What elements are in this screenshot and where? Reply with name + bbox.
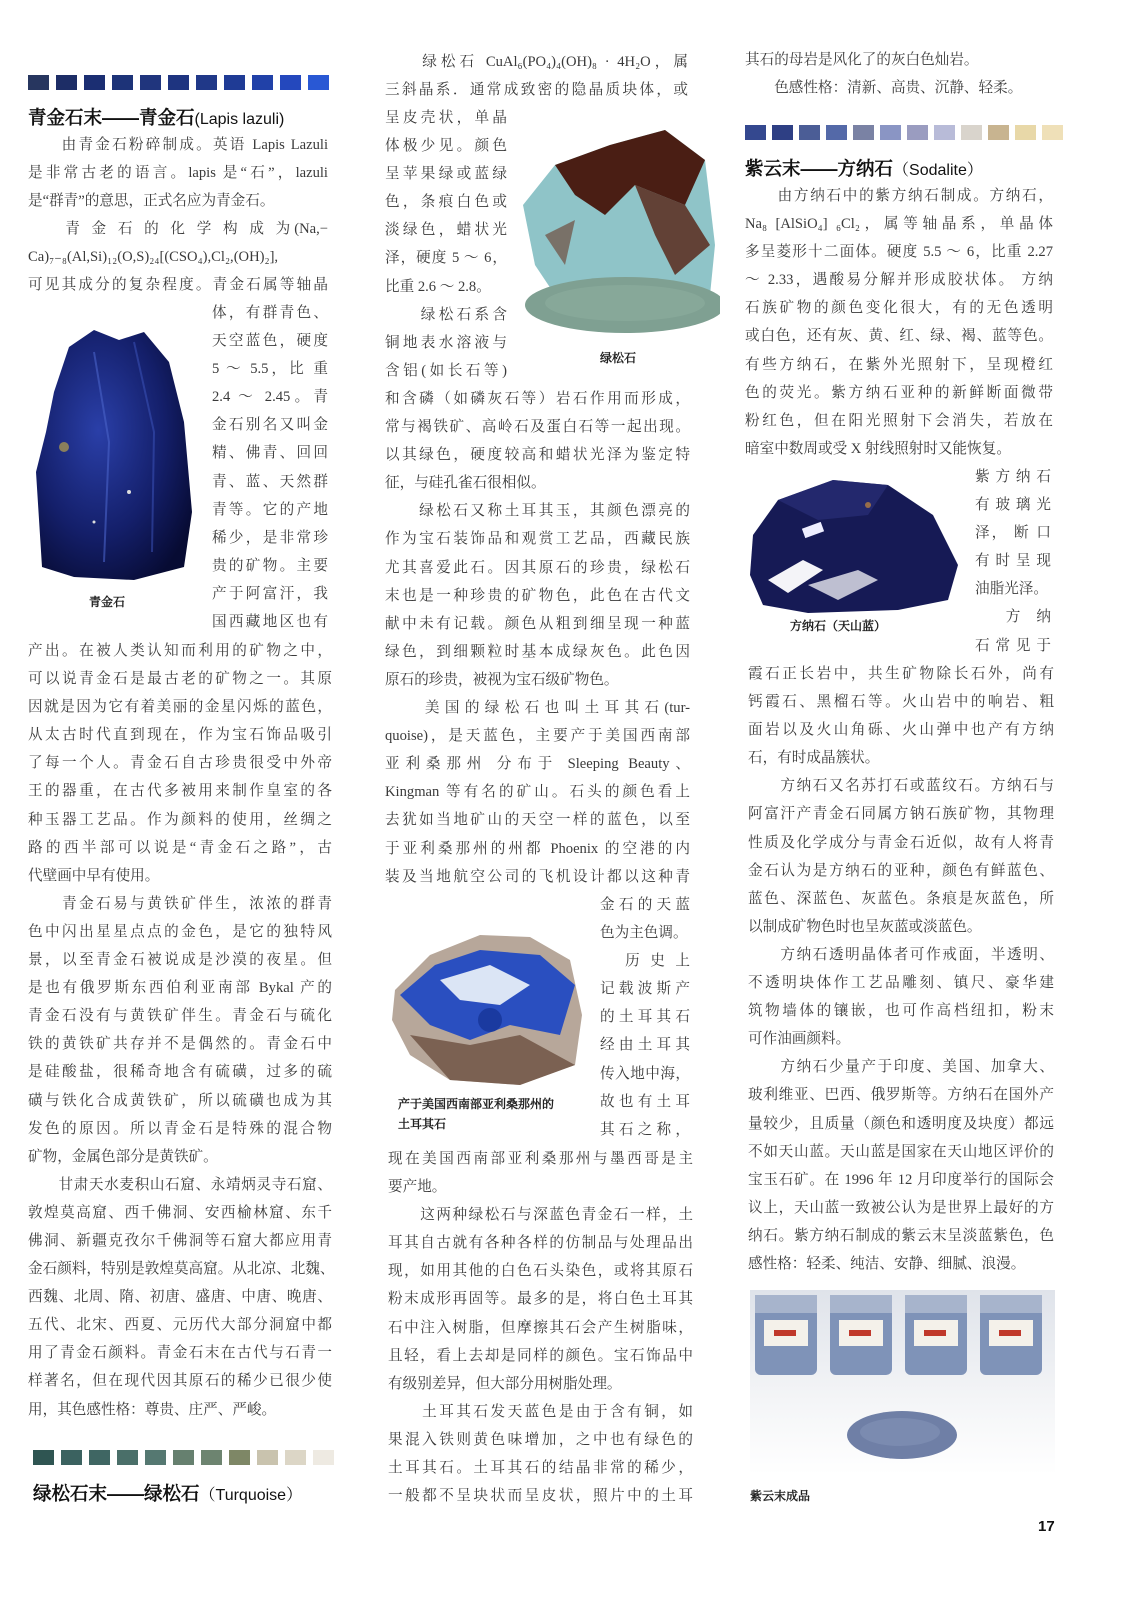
text-line: 征，与硅孔雀石很相似。	[385, 475, 546, 492]
text-line: 石常见于	[975, 637, 1051, 654]
paragraph-block	[388, 1145, 693, 1510]
text-line: 淡绿色，蜡状光	[385, 222, 507, 239]
text-line: 的土耳其石	[600, 1009, 690, 1026]
text-line: 其石的母岩是风化了的灰白色灿岩。	[745, 52, 979, 68]
text-line: 西魏、北周、隋、初唐、盛唐、中唐、晚唐、	[28, 1289, 332, 1306]
text-line: 装及当地航空公司的飞机设计都以这种青	[385, 868, 690, 885]
text-line: 色的荧光。紫方纳石亚种的新鲜断面微带	[745, 384, 1053, 401]
text-line: 金石的天蓝	[600, 897, 690, 913]
sodalite-photo	[748, 475, 963, 615]
text-line: 方纳石少量产于印度、美国、加拿大、	[748, 1059, 1054, 1076]
text-line: 青等。它的产地	[212, 501, 328, 518]
color-swatch	[117, 1450, 138, 1465]
text-line: 用了青金石颜料。青金石末在古代与石青一	[28, 1345, 332, 1362]
color-swatch	[853, 125, 874, 140]
text-line: 以制成矿物色时也呈灰蓝或淡蓝色。	[748, 918, 982, 935]
text-line: 样著名，但在现代因其原石的稀少已很少使	[28, 1373, 332, 1390]
color-swatch	[988, 125, 1009, 140]
text-line: 历 史 上	[600, 953, 690, 970]
paragraph-block	[975, 463, 1051, 660]
text-line: 体极少见。颜色	[385, 138, 507, 155]
text-line: 由青金石粉碎制成。英语 Lapis Lazuli	[28, 137, 328, 153]
color-swatch	[880, 125, 901, 140]
text-line: Na₈ [AlSiO₄] ₆Cl₂，属等轴晶系，单晶体	[745, 216, 1053, 233]
text-line: 是硅酸盐，很稀奇地含有硫磺，过多的硫	[28, 1064, 332, 1081]
section-title-lapis	[28, 104, 284, 130]
color-swatch-bar-sodalite	[745, 125, 1063, 140]
text-line: 粉红色，但在阳光照射下会消失，若放在	[745, 412, 1053, 429]
color-swatch-bar-lapis	[28, 75, 329, 90]
text-line: 去犹如当地矿山的天空一样的蓝色，以至	[385, 812, 690, 829]
text-line: 亚利桑那州 分布于 Sleeping Beauty、	[385, 756, 690, 773]
paragraph-block	[212, 299, 328, 636]
text-line: 于亚利桑那州的州都 Phoenix 的空港的内	[385, 840, 690, 857]
color-swatch	[313, 1450, 334, 1465]
text-line: 方纳石又名苏打石或蓝纹石。方纳石与	[748, 778, 1054, 795]
text-line: 蓝色、深蓝色、灰蓝色。条痕是灰蓝色，所	[748, 890, 1054, 907]
paragraph-block	[600, 891, 690, 1144]
text-line: 故也有土耳	[600, 1093, 690, 1110]
text-line: 土耳其石发天蓝色是由于含有铜，如	[388, 1403, 693, 1420]
color-swatch	[145, 1450, 166, 1465]
color-swatch	[934, 125, 955, 140]
color-swatch	[61, 1450, 82, 1465]
text-line: 常与褐铁矿、高岭石及蛋白石等一起出现。	[385, 419, 690, 436]
text-line: 种玉器工艺品。作为颜料的使用，丝绸之	[28, 811, 332, 828]
text-line: 可作油画颜料。	[748, 1031, 851, 1048]
text-line: 三斜晶系．通常成致密的隐晶质块体，或	[385, 82, 688, 99]
text-line: 青金石没有与黄铁矿伴生。青金石与硫化	[28, 1008, 332, 1025]
text-line: 筑物墙体的镶嵌，也可作高档纽扣，粉末	[748, 1003, 1054, 1020]
text-line: 霞石正长岩中，共生矿物除长石外，尚有	[748, 666, 1054, 682]
text-line: 献中未有记载。颜色从粗到细呈现一种蓝	[385, 615, 690, 632]
text-line: 要产地。	[388, 1179, 447, 1196]
text-line: 矿物，金属色部分是黄铁矿。	[28, 1148, 218, 1165]
image-caption: 绿松石	[600, 351, 637, 365]
color-swatch	[89, 1450, 110, 1465]
arizona-turquoise-photo	[390, 925, 585, 1090]
text-line: 青 金 石 的 化 学 构 成 为(Na,−	[28, 221, 328, 238]
color-swatch	[229, 1450, 250, 1465]
text-line: 绿松石 CuAl₆(PO₄)₄(OH)₈ · 4H₂O，属	[385, 54, 688, 70]
text-line: 青、蓝、天然群	[212, 473, 328, 490]
title-zh: 青金石末——青金石	[28, 107, 195, 128]
text-line: 现，如用其他的白色石头染色，或将其原石	[388, 1263, 693, 1280]
image-caption: 方纳石（天山蓝）	[790, 619, 887, 633]
text-line: 暗室中数周或受 X 射线照射时又能恢复。	[745, 440, 1011, 457]
caption-line: 产于美国西南部亚利桑那州的	[398, 1097, 555, 1111]
text-line: 色为主色调。	[600, 925, 688, 942]
text-line: 金石认为是方纳石的亚种，颜色有鲜蓝色、	[748, 862, 1054, 879]
text-line: 代壁画中早有使用。	[28, 867, 160, 884]
text-line: 用，其色感性格：尊贵、庄严、严峻。	[28, 1401, 277, 1418]
text-line: 记载波斯产	[600, 981, 690, 998]
color-swatch	[168, 75, 189, 90]
text-line: 是“群青”的意思，正式名应为青金石。	[28, 193, 275, 210]
text-line: 稀少，是非常珍	[212, 529, 328, 546]
text-line: 有时呈现	[975, 553, 1051, 570]
image-caption: 青金石	[89, 595, 126, 609]
paragraph-block	[385, 48, 688, 104]
text-line: 铁的黄铁矿共存并不是偶然的。青金石中	[28, 1036, 332, 1053]
text-line: 可见其成分的复杂程度。青金石属等轴晶	[28, 277, 328, 294]
text-line: 2.4 ～ 2.45。青	[212, 389, 328, 406]
text-line: 景，以至青金石被说成是沙漠的夜星。但	[28, 952, 332, 969]
text-line: 阿富汗产青金石同属方钠石族矿物，其物理	[748, 806, 1054, 823]
text-line: 有玻璃光	[975, 497, 1051, 514]
text-line: 由方纳石中的紫方纳石制成。方纳石，	[745, 188, 1053, 204]
image-caption	[398, 1094, 554, 1134]
text-line: 天空蓝色，硬度	[212, 333, 328, 350]
text-line: 精、佛青、回回	[212, 445, 328, 462]
text-line: 贵的矿物。主要	[212, 557, 328, 574]
text-line: 一般都不呈块状而呈皮状，照片中的土耳	[388, 1488, 693, 1505]
text-line: 是非常古老的语言。lapis 是“石”，lazuli	[28, 165, 328, 182]
text-line: 石中注入树脂，但摩擦其石会产生树脂味，	[388, 1319, 693, 1336]
color-swatch	[252, 75, 273, 90]
color-swatch-bar-turquoise	[33, 1450, 334, 1465]
color-swatch	[33, 1450, 54, 1465]
text-line: ～ 2.33，遇酸易分解并形成胶状体。 方纳	[745, 272, 1053, 289]
text-line: 产于阿富汗，我	[212, 585, 328, 602]
text-line: Ca)₇₋₈(Al,Si)₁₂(O,S)₂₄[(CSO₄),Cl₂,(OH)₂],	[28, 249, 279, 266]
color-swatch	[28, 75, 49, 90]
color-swatch	[745, 125, 766, 140]
text-line: 不透明块体作工艺品雕刻、镇尺、豪华建	[748, 975, 1054, 992]
text-line: 感性格：轻柔、纯洁、安静、细腻、浪漫。	[748, 1255, 1026, 1272]
text-line: 了每一个人。青金石自古珍贵很受中外帝	[28, 755, 332, 772]
text-line: 以其绿色，硬度较高和蜡状光泽为鉴定特	[385, 447, 690, 464]
paragraph-block	[385, 385, 690, 891]
text-line: 果混入铁则黄色味增加，之中也有绿色的	[388, 1431, 693, 1448]
text-line: 或白色，还有灰、黄、红、绿、褐、蓝等色。	[745, 328, 1053, 345]
text-line: 是也有俄罗斯东西伯利亚南部 Bykal 产的	[28, 980, 332, 997]
text-line: 钙霞石、黑榴石等。火山岩中的响岩、粗	[748, 694, 1054, 711]
text-line: 产出。在被人类认知而利用的矿物之中，	[28, 643, 332, 659]
caption-line: 土耳其石	[398, 1117, 447, 1131]
page-number: 17	[1038, 1518, 1055, 1535]
text-line: 国西藏地区也有	[212, 614, 328, 631]
text-line: 王的器重，在古代多被用来制作皇室的各	[28, 783, 332, 800]
text-line: 含铝(如长石等)	[385, 362, 507, 379]
text-line: 传入地中海，	[600, 1065, 690, 1082]
text-line: 末也是一种珍贵的矿物色，此色在古代文	[385, 587, 690, 604]
text-line: 色中闪出星星点点的金色，是它的独特风	[28, 923, 332, 940]
text-line: 发色的原因。所以青金石是特殊的混合物	[28, 1120, 332, 1137]
color-swatch	[799, 125, 820, 140]
text-line: 原石的珍贵，被视为宝石级矿物色。	[385, 671, 619, 688]
text-line: 宝玉石矿。在 1996 年 12 月印度举行的国际会	[748, 1171, 1054, 1188]
paragraph-block	[28, 637, 335, 1424]
text-line: quoise)，是天蓝色，主要产于美国西南部	[385, 728, 690, 745]
text-line: 石族矿物的颜色变化很大，有的无色透明	[745, 300, 1053, 317]
color-swatch	[308, 75, 329, 90]
text-line: 磺与铁化合成黄铁矿，所以硫磺也成为其	[28, 1092, 332, 1109]
text-line: 5 ～ 5.5，比 重	[212, 361, 328, 378]
color-swatch	[1042, 125, 1063, 140]
text-line: 色感性格：清新、高贵、沉静、轻柔。	[745, 80, 1023, 97]
text-line: 青金石易与黄铁矿伴生，浓浓的群青	[28, 895, 332, 912]
text-line: 路的西半部可以说是“青金石之路”，古	[28, 839, 332, 856]
text-line: 铜地表水溶液与	[385, 334, 507, 351]
text-line: 性质及化学成分与青金石近似，故有人将青	[748, 834, 1054, 851]
text-line: 石，有时成晶簇状。	[748, 750, 880, 767]
section-title-sodalite	[745, 155, 983, 181]
text-line: 呈苹果绿或蓝绿	[385, 166, 507, 183]
color-swatch	[772, 125, 793, 140]
text-line: 量较少，且质量（颜色和透明度及块度）都远	[748, 1115, 1054, 1132]
text-line: 泽， 断 口	[975, 525, 1051, 542]
text-line: 有级别差异，但大部分用树脂处理。	[388, 1375, 622, 1392]
text-line: 议上，天山蓝一致被公认为是世界上最好的方	[748, 1199, 1054, 1216]
text-line: 作为宝石装饰品和观赏工艺品，西藏民族	[385, 531, 690, 548]
text-line: 敦煌莫高窟、西千佛洞、安西榆林窟、东千	[28, 1204, 332, 1221]
paragraph-block	[748, 660, 1054, 1278]
title-en: (Lapis lazuli)	[194, 111, 285, 128]
text-line: 因就是因为它有着美丽的金星闪烁的蓝色，	[28, 699, 332, 716]
color-swatch	[257, 1450, 278, 1465]
lapis-lazuli-photo	[34, 322, 194, 582]
color-swatch	[285, 1450, 306, 1465]
title-en: （Turquoise）	[199, 1487, 303, 1504]
text-line: 且轻，看上去却是同样的颜色。宝石饰品中	[388, 1347, 693, 1364]
paragraph-block	[745, 182, 1053, 463]
section-title-turquoise	[33, 1480, 302, 1506]
text-line: 色，条痕白色或	[385, 194, 507, 211]
color-swatch	[112, 75, 133, 90]
text-line: Kingman 等有名的矿山。石头的颜色看上	[385, 784, 690, 801]
color-swatch	[280, 75, 301, 90]
turquoise-photo	[515, 125, 720, 340]
color-swatch	[173, 1450, 194, 1465]
title-zh: 绿松石末——绿松石	[33, 1483, 200, 1504]
image-caption: 紫云末成品	[750, 1489, 811, 1503]
text-line: 紫方纳石	[975, 469, 1051, 485]
text-line: 甘肃天水麦积山石窟、永靖炳灵寺石窟、	[28, 1176, 332, 1193]
color-swatch	[201, 1450, 222, 1465]
text-line: 油脂光泽。	[975, 581, 1048, 598]
color-swatch	[224, 75, 245, 90]
paragraph-block	[385, 104, 507, 385]
text-line: 土耳其石。土耳其石的结晶非常的稀少，	[388, 1460, 693, 1477]
text-line: 从太古时代直到现在，作为宝石饰品吸引	[28, 727, 332, 744]
text-line: 绿松石又称土耳其玉，其颜色漂亮的	[385, 503, 690, 520]
color-swatch	[1015, 125, 1036, 140]
color-swatch	[140, 75, 161, 90]
text-line: 佛洞、新疆克孜尔千佛洞等石窟大都应用青	[28, 1232, 332, 1249]
text-line: 和含磷（如磷灰石等）岩石作用而形成，	[385, 391, 690, 407]
text-line: 泽，硬度 5 ～ 6，	[385, 250, 507, 267]
pigment-jars-photo	[750, 1290, 1055, 1475]
text-line: 方纳石透明晶体者可作戒面，半透明、	[748, 946, 1054, 963]
text-line: 经由土耳其	[600, 1037, 690, 1054]
text-line: 现在美国西南部亚利桑那州与墨西哥是主	[388, 1151, 693, 1167]
text-line: 五代、北宋、西夏、元历代大部分洞窟中都	[28, 1317, 332, 1334]
text-line: 耳其自古就有各种各样的仿制品与处理品出	[388, 1235, 693, 1252]
text-line: 有些方纳石，在紫外光照射下，呈现橙红	[745, 356, 1053, 373]
color-swatch	[196, 75, 217, 90]
paragraph-block	[745, 46, 1055, 102]
title-en: （Sodalite）	[893, 162, 983, 179]
text-line: 尤其喜爱此石。因其原石的珍贵，绿松石	[385, 559, 690, 576]
paragraph-block	[28, 131, 328, 300]
color-swatch	[907, 125, 928, 140]
text-line: 体，有群青色、	[212, 305, 328, 321]
title-zh: 紫云末——方纳石	[745, 158, 894, 179]
text-line: 方 纳	[975, 609, 1051, 626]
text-line: 这两种绿松石与深蓝色青金石一样，土	[388, 1207, 693, 1224]
text-line: 粉末成形再固等。最多的是，将白色土耳其	[388, 1291, 693, 1308]
text-line: 可以说青金石是最古老的矿物之一。其原	[28, 671, 332, 688]
text-line: 金石颜料，特别是敦煌莫高窟。从北凉、北魏、	[28, 1261, 335, 1278]
text-line: 面岩以及火山角砾、火山弹中也产有方纳	[748, 722, 1054, 739]
text-line: 绿色，到细颗粒时基本成绿灰色。此色因	[385, 643, 690, 660]
text-line: 比重 2.6 ～ 2.8。	[385, 278, 491, 295]
color-swatch	[961, 125, 982, 140]
text-line: 纳石。紫方纳石制成的紫云末呈淡蓝紫色，色	[748, 1227, 1054, 1244]
color-swatch	[56, 75, 77, 90]
text-line: 绿松石系含	[385, 306, 507, 323]
color-swatch	[84, 75, 105, 90]
text-line: 金石别名又叫金	[212, 417, 328, 434]
text-line: 呈皮壳状，单晶	[385, 110, 507, 126]
text-line: 多呈菱形十二面体。硬度 5.5 ～ 6，比重 2.27	[745, 244, 1053, 261]
text-line: 美国的绿松石也叫土耳其石(tur-	[385, 700, 690, 717]
color-swatch	[826, 125, 847, 140]
text-line: 不如天山蓝。天山蓝是国家在天山地区评价的	[748, 1143, 1054, 1160]
text-line: 其石之称，	[600, 1121, 690, 1138]
text-line: 玻利维亚、巴西、俄罗斯等。方纳石在国外产	[748, 1087, 1054, 1104]
